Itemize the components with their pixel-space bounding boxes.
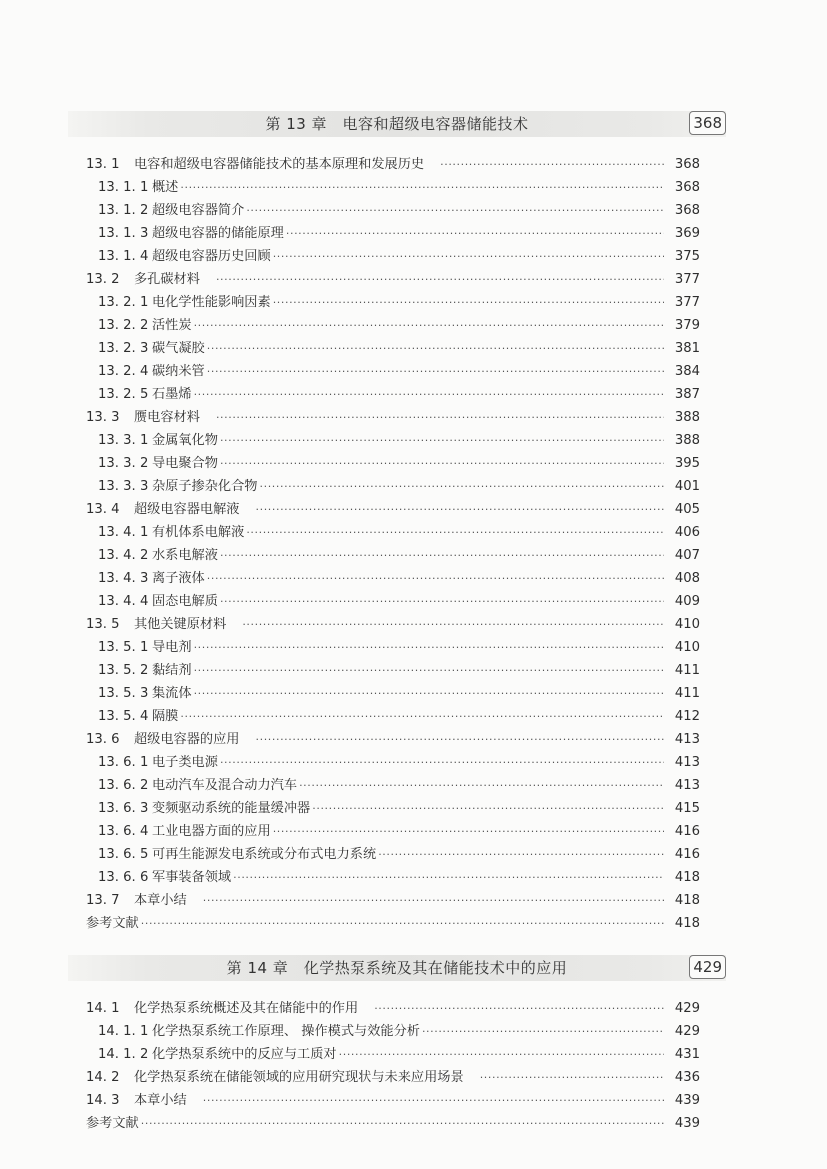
section-number: 13. 1. 4 <box>98 249 149 264</box>
chapter-page-number: 429 <box>689 955 726 979</box>
page-number: 379 <box>674 318 700 333</box>
section-title: 超级电容器的应用 <box>134 732 240 747</box>
dot-leader <box>194 636 664 659</box>
page-number: 429 <box>674 1001 700 1016</box>
section-title: 化学热泵系统在储能领域的应用研究现状与未来应用场景 <box>134 1070 464 1085</box>
chapter-title: 第 13 章 电容和超级电容器储能技术 <box>265 115 529 133</box>
section-title: 超级电容器历史回顾 <box>152 249 271 264</box>
section-title: 其他关键原材料 <box>134 617 227 632</box>
dot-leader <box>273 820 664 843</box>
toc-entry <box>86 797 700 820</box>
page-number: 411 <box>674 663 700 678</box>
section-title: 活性炭 <box>152 318 192 333</box>
section-number: 13. 4. 1 <box>98 525 149 540</box>
toc-entry <box>86 751 700 774</box>
page-number: 413 <box>674 778 700 793</box>
dot-leader <box>273 291 664 314</box>
toc-entry <box>86 567 700 590</box>
section-number: 13. 3. 2 <box>98 456 149 471</box>
section-number: 13. 5 <box>86 617 120 632</box>
dot-leader <box>194 659 664 682</box>
toc-list <box>86 153 700 935</box>
page-number: 395 <box>674 456 700 471</box>
dot-leader <box>233 866 664 889</box>
section-number: 13. 1. 2 <box>98 203 149 218</box>
dot-leader <box>273 245 664 268</box>
toc-entry <box>86 636 700 659</box>
section-title: 参考文献 <box>86 916 139 931</box>
dot-leader <box>246 199 664 222</box>
section-title: 超级电容器简介 <box>152 203 245 218</box>
section-number: 13. 2. 3 <box>98 341 149 356</box>
section-number: 13. 4. 3 <box>98 571 149 586</box>
dot-leader <box>207 567 664 590</box>
page-number: 368 <box>674 180 700 195</box>
section-number: 13. 5. 3 <box>98 686 149 701</box>
page-number: 401 <box>674 479 700 494</box>
section-number: 13. 3. 1 <box>98 433 149 448</box>
toc-entry <box>86 452 700 475</box>
toc-entry <box>86 222 700 245</box>
toc-entry <box>86 1112 700 1135</box>
section-number: 13. 2. 4 <box>98 364 149 379</box>
section-number: 13. 2. 5 <box>98 387 149 402</box>
dot-leader <box>286 222 664 245</box>
toc-entry <box>86 1066 700 1089</box>
section-title: 超级电容器的储能原理 <box>152 226 284 241</box>
page-number: 436 <box>674 1070 700 1085</box>
dot-leader <box>194 314 664 337</box>
page-number: 409 <box>674 594 700 609</box>
section-title: 化学热泵系统概述及其在储能中的作用 <box>134 1001 359 1016</box>
section-title: 概述 <box>152 180 179 195</box>
page-number: 410 <box>674 617 700 632</box>
dot-leader <box>440 153 664 176</box>
section-title: 电化学性能影响因素 <box>152 295 271 310</box>
dot-leader <box>203 1089 664 1112</box>
section-number: 13. 6. 1 <box>98 755 149 770</box>
toc-entry <box>86 176 700 199</box>
dot-leader <box>422 1020 664 1043</box>
toc-list <box>86 997 700 1135</box>
toc-entry <box>86 590 700 613</box>
section-title: 变频驱动系统的能量缓冲器 <box>152 801 311 816</box>
section-number: 13. 2 <box>86 272 120 287</box>
dot-leader <box>194 682 664 705</box>
section-title: 化学热泵系统工作原理、 操作模式与效能分析 <box>152 1024 420 1039</box>
section-title: 水系电解液 <box>152 548 218 563</box>
section-number: 14. 3 <box>86 1093 120 1108</box>
toc-entry <box>86 1089 700 1112</box>
dot-leader <box>220 751 664 774</box>
section-number: 13. 2. 2 <box>98 318 149 333</box>
section-title: 工业电器方面的应用 <box>152 824 271 839</box>
section-title: 电子类电源 <box>152 755 218 770</box>
section-number: 13. 1. 3 <box>98 226 149 241</box>
dot-leader <box>242 613 664 636</box>
section-number: 13. 7 <box>86 893 120 908</box>
toc-entry <box>86 337 700 360</box>
section-title: 金属氧化物 <box>152 433 218 448</box>
toc-entry <box>86 1020 700 1043</box>
section-title: 化学热泵系统中的反应与工质对 <box>152 1047 337 1062</box>
page-number: 413 <box>674 732 700 747</box>
section-title: 隔膜 <box>152 709 179 724</box>
chapter-header <box>68 955 726 981</box>
section-title: 多孔碳材料 <box>134 272 200 287</box>
section-number: 13. 6. 2 <box>98 778 149 793</box>
toc-entry <box>86 521 700 544</box>
toc-entry <box>86 613 700 636</box>
page-number: 410 <box>674 640 700 655</box>
dot-leader <box>180 705 664 728</box>
toc-entry <box>86 429 700 452</box>
section-number: 13. 4. 2 <box>98 548 149 563</box>
toc-entry <box>86 383 700 406</box>
dot-leader <box>256 728 665 751</box>
section-title: 电容和超级电容器储能技术的基本原理和发展历史 <box>134 157 425 172</box>
dot-leader <box>312 797 664 820</box>
section-title: 本章小结 <box>134 893 187 908</box>
section-title: 有机体系电解液 <box>152 525 245 540</box>
dot-leader <box>256 498 665 521</box>
section-title: 固态电解质 <box>152 594 218 609</box>
toc-entry <box>86 866 700 889</box>
dot-leader <box>180 176 664 199</box>
page-number: 416 <box>674 824 700 839</box>
dot-leader <box>216 268 664 291</box>
dot-leader <box>203 889 664 912</box>
section-number: 14. 1. 2 <box>98 1047 149 1062</box>
page-number: 368 <box>674 203 700 218</box>
dot-leader <box>141 912 664 935</box>
toc-entry <box>86 475 700 498</box>
dot-leader <box>216 406 664 429</box>
page-number: 377 <box>674 272 700 287</box>
dot-leader <box>207 337 664 360</box>
page-number: 411 <box>674 686 700 701</box>
section-title: 集流体 <box>152 686 192 701</box>
dot-leader <box>480 1066 664 1089</box>
section-title: 电动汽车及混合动力汽车 <box>152 778 298 793</box>
page-number: 439 <box>674 1093 700 1108</box>
dot-leader <box>220 544 664 567</box>
section-title: 黏结剂 <box>152 663 192 678</box>
page-number: 377 <box>674 295 700 310</box>
toc-entry <box>86 199 700 222</box>
page-number: 418 <box>674 893 700 908</box>
section-title: 离子液体 <box>152 571 205 586</box>
page-number: 388 <box>674 433 700 448</box>
section-number: 14. 1. 1 <box>98 1024 149 1039</box>
toc-entry <box>86 659 700 682</box>
page-number: 429 <box>674 1024 700 1039</box>
section-number: 13. 3. 3 <box>98 479 149 494</box>
section-number: 13. 6. 6 <box>98 870 149 885</box>
page-number: 416 <box>674 847 700 862</box>
section-number: 13. 5. 4 <box>98 709 149 724</box>
toc-entry <box>86 314 700 337</box>
dot-leader <box>194 383 664 406</box>
dot-leader <box>378 843 664 866</box>
toc-entry <box>86 843 700 866</box>
toc-entry <box>86 728 700 751</box>
chapter-header <box>68 111 726 137</box>
section-title: 石墨烯 <box>152 387 192 402</box>
page-number: 368 <box>674 157 700 172</box>
page-number: 387 <box>674 387 700 402</box>
section-number: 13. 1 <box>86 157 120 172</box>
page-number: 369 <box>674 226 700 241</box>
section-title: 超级电容器电解液 <box>134 502 240 517</box>
section-number: 14. 2 <box>86 1070 120 1085</box>
page-number: 406 <box>674 525 700 540</box>
toc-entry <box>86 291 700 314</box>
section-number: 13. 2. 1 <box>98 295 149 310</box>
page-number: 408 <box>674 571 700 586</box>
toc-entry <box>86 889 700 912</box>
section-number: 13. 6. 4 <box>98 824 149 839</box>
toc-entry <box>86 268 700 291</box>
section-title: 参考文献 <box>86 1116 139 1131</box>
page-number: 375 <box>674 249 700 264</box>
chapter-page-number: 368 <box>689 111 726 135</box>
section-number: 13. 5. 2 <box>98 663 149 678</box>
toc-entry <box>86 1043 700 1066</box>
section-number: 13. 3 <box>86 410 120 425</box>
dot-leader <box>207 360 664 383</box>
toc-entry <box>86 544 700 567</box>
toc-entry <box>86 912 700 935</box>
section-number: 13. 4 <box>86 502 120 517</box>
section-title: 导电聚合物 <box>152 456 218 471</box>
section-number: 13. 6. 3 <box>98 801 149 816</box>
section-number: 13. 4. 4 <box>98 594 149 609</box>
page-number: 431 <box>674 1047 700 1062</box>
dot-leader <box>339 1043 664 1066</box>
dot-leader <box>260 475 665 498</box>
dot-leader <box>141 1112 664 1135</box>
page-number: 413 <box>674 755 700 770</box>
section-title: 杂原子掺杂化合物 <box>152 479 258 494</box>
page-number: 418 <box>674 916 700 931</box>
toc-entry <box>86 360 700 383</box>
section-title: 碳纳米管 <box>152 364 205 379</box>
section-title: 赝电容材料 <box>134 410 200 425</box>
toc-entry <box>86 682 700 705</box>
section-number: 13. 6. 5 <box>98 847 149 862</box>
toc-entry <box>86 406 700 429</box>
toc-entry <box>86 774 700 797</box>
toc-entry <box>86 997 700 1020</box>
section-title: 碳气凝胶 <box>152 341 205 356</box>
section-number: 13. 6 <box>86 732 120 747</box>
page-number: 405 <box>674 502 700 517</box>
page-number: 388 <box>674 410 700 425</box>
section-title: 导电剂 <box>152 640 192 655</box>
dot-leader <box>220 590 664 613</box>
dot-leader <box>246 521 664 544</box>
dot-leader <box>220 429 664 452</box>
toc-entry <box>86 245 700 268</box>
section-number: 13. 1. 1 <box>98 180 149 195</box>
chapter-title: 第 14 章 化学热泵系统及其在储能技术中的应用 <box>226 959 568 977</box>
page-number: 418 <box>674 870 700 885</box>
dot-leader <box>374 997 664 1020</box>
toc-entry <box>86 153 700 176</box>
page-number: 412 <box>674 709 700 724</box>
toc-entry <box>86 705 700 728</box>
dot-leader <box>220 452 664 475</box>
toc-entry <box>86 820 700 843</box>
page-number: 407 <box>674 548 700 563</box>
section-number: 13. 5. 1 <box>98 640 149 655</box>
page-number: 381 <box>674 341 700 356</box>
section-number: 14. 1 <box>86 1001 120 1016</box>
section-title: 本章小结 <box>134 1093 187 1108</box>
section-title: 军事装备领域 <box>152 870 232 885</box>
dot-leader <box>299 774 664 797</box>
section-title: 可再生能源发电系统或分布式电力系统 <box>152 847 377 862</box>
page-number: 415 <box>674 801 700 816</box>
toc-entry <box>86 498 700 521</box>
page-number: 384 <box>674 364 700 379</box>
page-number: 439 <box>674 1116 700 1131</box>
